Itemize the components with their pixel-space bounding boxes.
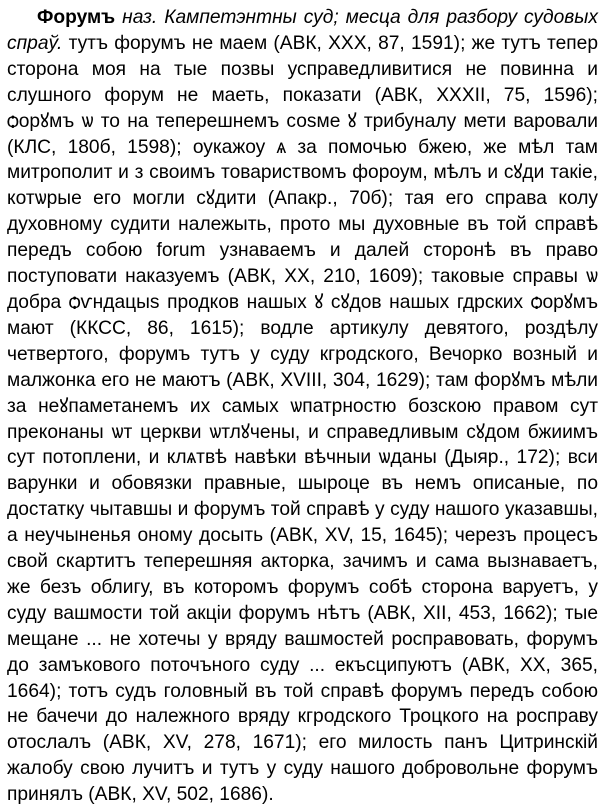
entry-definition: наз. Кампетэнтны суд; месца для разбору судовых спраў.: [7, 7, 598, 54]
dictionary-entry: [7, 5, 598, 808]
entry-citations: тутъ форумъ не маем (АВК, XXX, 87, 1591); же тутъ тепер сторона моя на тые позвы усправедливитися не повинна и слушного форум не маеть, показати (АВК, XXXII, 75, 1596); ѻорꙋмъ ѡ то на теперешнемъ соѕме ꙋ трибуналу мети варовали (КЛС, 180б, 1598); оукажоу ѧ за помочью бжею, же мѣл там митрополит и з своимъ товариствомъ фороум, мѣлъ и сꙋди такіе, котѡрые его могли сꙋдити (Апакр., 70б); тая его справа колу духовному судити належыть, прото мы духовные въ той справѣ передъ собою forum узнаваемъ и далей сторонѣ въ право поступовати наказуемъ (АВК, XX, 210, 1609); таковые справы ѡ добра ѻѵндацыѕ продков нашых ꙋ сꙋдов нашых гдрских ѻорꙋмъ мают (ККСС, 86, 1615); водле артикулу девятого, роздѣлу четвертого, форумъ тутъ у суду кгродского, Вечорко возный и малжонка его не маютъ (АВК, XVIII, 304, 1629); там форꙋмъ мѣли за неꙋпаметанемъ их самых ѡпатрностю бозскою правом сут преконаны ѡт церкви ѡтлꙋчены, и справедливым сꙋдом бжиимъ сут потоплени, и клѧтвѣ навѣки вѣчныи ѡданы (Дыяр., 172); вси варунки и обовязки правные, шыроце въ немъ описаные, по достатку чытавшы и форумъ той справѣ у суду нашого указавшы, а неучыненья оному досыть (АВК, XV, 15, 1645); черезъ процесъ свой скартитъ теперешняя акторка, зачимъ и сама вызнаваетъ, же безъ облигу, въ которомъ форумъ собѣ сторона варуетъ, у суду вашмости той акціи форумъ нѣтъ (АВК, XII, 453, 1662); тые мещане ... не хотечы у вряду вашмостей росправовать, форумъ до замъкового поточъного суду ... екъсципуютъ (АВК, XX, 365, 1664); тотъ судъ головный въ той справѣ форумъ передъ собою не бачечи до належного вряду кгродского Троцкого на росправу отослалъ (АВК, XV, 278, 1671); его милость панъ Цитринскій жалобу свою лучитъ и тутъ у суду нашого добровольне форумъ принялъ (АВК, XV, 502, 1686).: [7, 32, 598, 806]
entry-headword: Форумъ: [37, 7, 116, 28]
